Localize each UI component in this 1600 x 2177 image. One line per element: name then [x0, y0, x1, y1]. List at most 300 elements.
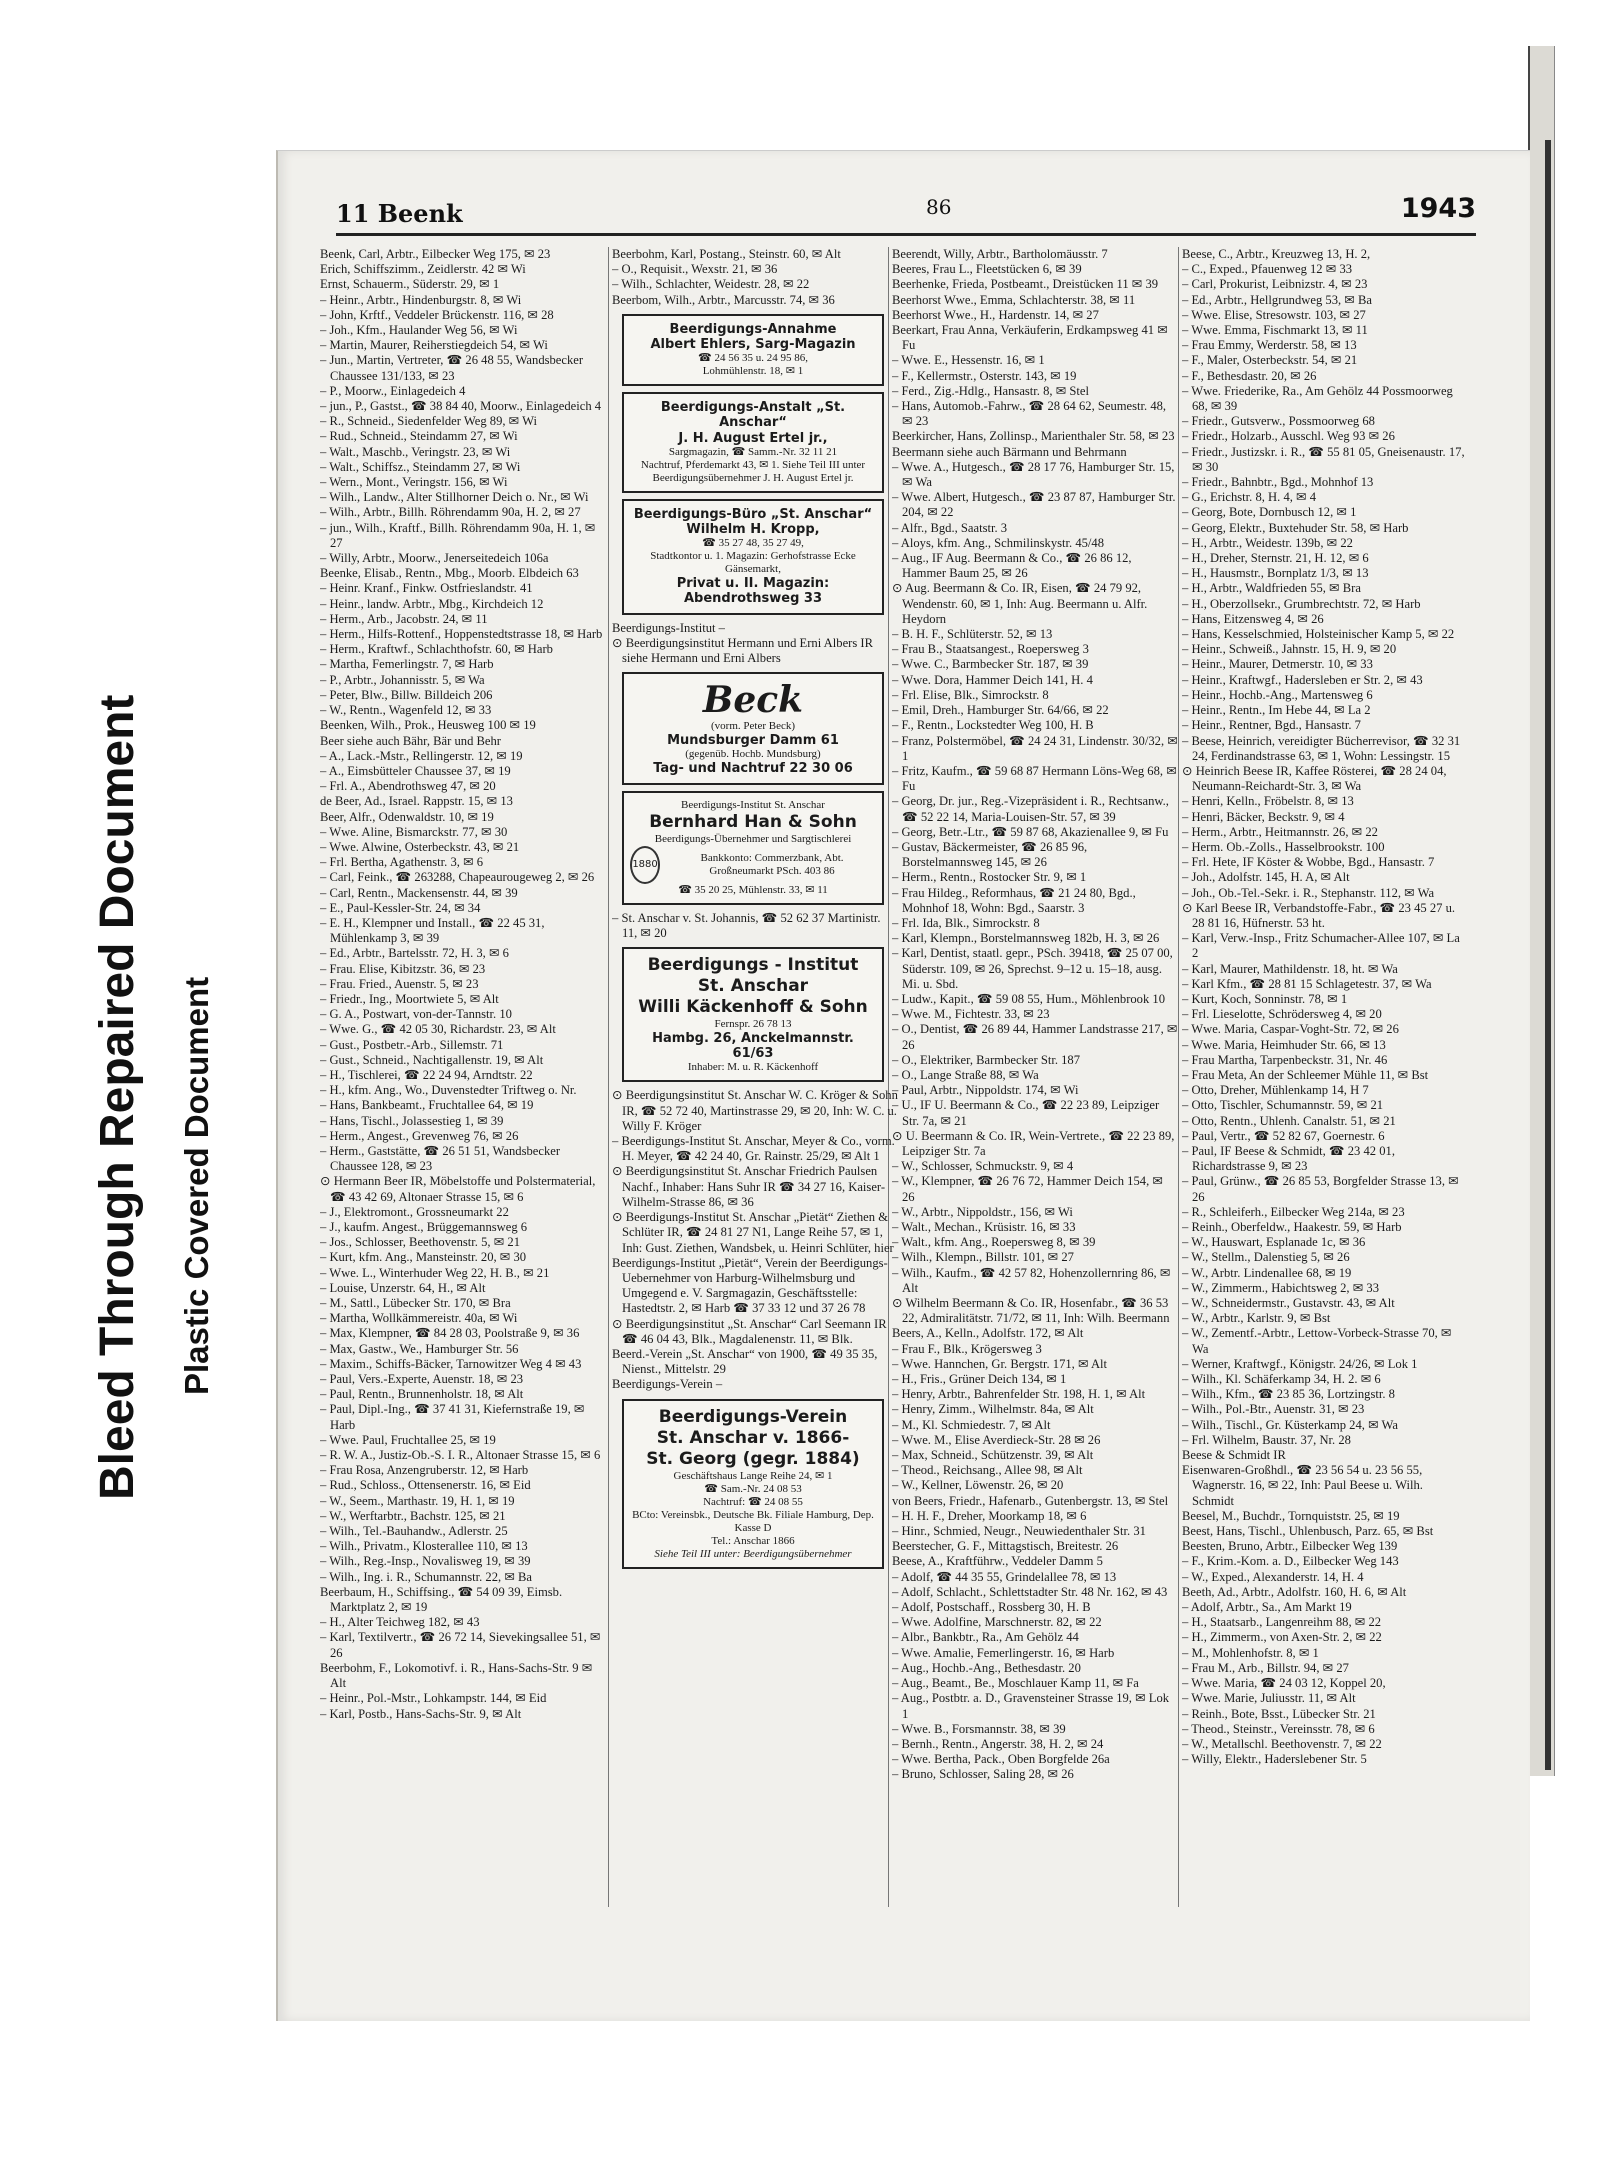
ad-line: ☎ 24 56 35 u. 24 95 86,: [698, 352, 808, 365]
directory-entry: – Gust., Postbetr.-Arb., Sillemstr. 71: [320, 1037, 504, 1052]
directory-entry: – Wwe. B., Forsmannstr. 38, ✉ 39: [892, 1721, 1066, 1736]
directory-entry: – Karl, Dentist, staatl. gepr., PSch. 39418, ☎ 25 07 00, Süderstr. 109, ✉ 26, Sprechst. 9–12 u. 15–18, ausg. Mi. u. Sbd.: [892, 946, 1173, 991]
directory-entry: – Paul, Rentn., Brunnenholstr. 18, ✉ Alt: [320, 1387, 524, 1402]
directory-entry: – Kurt, kfm. Ang., Mansteinstr. 20, ✉ 30: [320, 1250, 527, 1265]
directory-entry: – Frl. Lieselotte, Schrödersweg 4, ✉ 20: [1182, 1007, 1382, 1022]
directory-entry: – Wwe. Marie, Juliusstr. 11, ✉ Alt: [1182, 1691, 1356, 1706]
ad-name: Wilhelm H. Kropp,: [686, 522, 820, 538]
directory-entry: ⊙ Beerdigungsinstitut St. Anschar W. C. Kröger & Sohn IR, ☎ 52 72 40, Martinstrasse 29, ✉ 20, Inh: W. C. u. Willy F. Kröger: [612, 1088, 898, 1133]
directory-entry: – Adolf, Schlacht., Schlettstadter Str. 48 Nr. 162, ✉ 43: [892, 1584, 1168, 1599]
directory-entry: – Bernh., Rentn., Angerstr. 38, H. 2, ✉ 24: [892, 1736, 1104, 1751]
directory-entry: – H., Fris., Grüner Deich 134, ✉ 1: [892, 1372, 1067, 1387]
directory-entry: – Wilh., Kl. Schäferkamp 34, H. 2. ✉ 6: [1182, 1372, 1381, 1387]
directory-entry: – Heinr., Maurer, Detmerstr. 10, ✉ 33: [1182, 657, 1373, 672]
column-3: [892, 247, 1178, 1927]
column-divider: [608, 247, 609, 1907]
directory-entry: Beerbohm, Karl, Postang., Steinstr. 60, ✉ Alt: [612, 247, 841, 261]
ad-line: ☎ Sam.-Nr. 24 08 53: [704, 1482, 802, 1495]
ad-line: St. Anschar v. 1866-: [656, 1427, 850, 1448]
directory-entry: ⊙ U. Beermann & Co. IR, Wein-Vertrete., ☎ 22 23 89, Leipziger Str. 7a: [892, 1128, 1175, 1158]
directory-entry: – W., Zimmerm., Habichtsweg 2, ✉ 33: [1182, 1280, 1379, 1295]
directory-entry: – Heinr., Hochb.-Ang., Martensweg 6: [1182, 687, 1373, 702]
directory-entry: – E. H., Klempner und Install., ☎ 22 45 31, Mühlenkamp 3, ✉ 39: [320, 915, 545, 946]
directory-entry: – W., Arbtr., Nippoldstr., 156, ✉ Wi: [892, 1204, 1073, 1219]
column-4: [1182, 247, 1468, 1927]
directory-entry: Beese, A., Kraftführw., Veddeler Damm 5: [892, 1554, 1103, 1569]
directory-entry: – Emil, Dreh., Hamburger Str. 64/66, ✉ 22: [892, 703, 1109, 718]
directory-entry: – Ferd., Zig.-Hdlg., Hansastr. 8, ✉ Stel: [892, 383, 1089, 398]
directory-entry: – Walt., kfm. Ang., Roepersweg 8, ✉ 39: [892, 1235, 1096, 1250]
directory-entry: – Wwe. Aline, Bismarckstr. 77, ✉ 30: [320, 824, 508, 839]
directory-entry: – R., Schneid., Siedenfelder Weg 89, ✉ Wi: [320, 414, 538, 429]
directory-entry: Beeth, Ad., Arbtr., Adolfstr. 160, H. 6, ✉ Alt: [1182, 1584, 1407, 1599]
directory-entry: ⊙ Aug. Beermann & Co. IR, Eisen, ☎ 24 79 92, Wendenstr. 60, ✉ 1, Inh: Aug. Beermann u. Alfr. Heydorn: [892, 581, 1148, 626]
directory-entry: – H., Arbtr., Weidestr. 139b, ✉ 22: [1182, 535, 1353, 550]
directory-entry: – Wwe. Maria, Caspar-Voght-Str. 72, ✉ 26: [1182, 1022, 1399, 1037]
directory-entry: – Paul, Vertr., ☎ 52 82 67, Goernestr. 6: [1182, 1128, 1385, 1143]
directory-entry: Erich, Schiffszimm., Zeidlerstr. 42 ✉ Wi: [320, 262, 526, 277]
directory-entry: – Wwe. Alwine, Osterbeckstr. 43, ✉ 21: [320, 839, 520, 854]
directory-entry: – Theod., Reichsang., Allee 98, ✉ Alt: [892, 1463, 1083, 1478]
directory-entry: Beenken, Wilh., Prok., Heusweg 100 ✉ 19: [320, 718, 536, 733]
directory-entry: – W., Seem., Marthastr. 19, H. 1, ✉ 19: [320, 1493, 515, 1508]
directory-entry: – Beerdigungs-Institut St. Anschar, Meyer & Co., vorm. H. Meyer, ☎ 42 24 40, Gr. Rainstr. 25/29, ✉ Alt 1: [612, 1134, 895, 1164]
directory-entry: – Wwe. M., Elise Averdieck-Str. 28 ✉ 26: [892, 1432, 1101, 1447]
directory-entry: – Wwe. Emma, Fischmarkt 13, ✉ 11: [1182, 323, 1368, 338]
directory-entry: – F., Kellermstr., Osterstr. 143, ✉ 19: [892, 368, 1077, 383]
directory-entry: – Jun., Martin, Vertreter, ☎ 26 48 55, Wandsbecker Chaussee 131/133, ✉ 23: [320, 353, 584, 383]
directory-entry: – Wwe. G., ☎ 42 05 30, Richardstr. 23, ✉ Alt: [320, 1022, 556, 1037]
directory-entry: – Frau. Fried., Auenstr. 5, ✉ 23: [320, 976, 479, 991]
directory-entry: – Friedr., Justizskr. i. R., ☎ 55 81 05, Gneisenaustr. 17, ✉ 30: [1182, 444, 1465, 474]
directory-entry: – Heinr., Pol.-Mstr., Lohkampstr. 144, ✉ Eid: [320, 1691, 547, 1706]
directory-entry: – Friedr., Holzarb., Ausschl. Weg 93 ✉ 26: [1182, 429, 1395, 444]
ad-title: Beerdigungs-Anstalt „St. Anschar“: [660, 400, 846, 431]
directory-entry: – Louise, Unzerstr. 64, H., ✉ Alt: [320, 1280, 486, 1295]
directory-entry: – W., Arbtr. Lindenallee 68, ✉ 19: [1182, 1265, 1352, 1280]
directory-entry: – Max, Gastw., We., Hamburger Str. 56: [320, 1341, 519, 1356]
directory-entry: – Wwe. Bertha, Pack., Oben Borgfelde 26a: [892, 1752, 1110, 1767]
ad-line: Tel.: Anschar 1866: [711, 1534, 795, 1547]
directory-entry: ⊙ Heinrich Beese IR, Kaffee Rösterei, ☎ 28 24 04, Neumann-Reichardt-Str. 3, ✉ Wa: [1182, 763, 1447, 794]
directory-entry: – Herm. Ob.-Zolls., Hasselbrookstr. 100: [1182, 839, 1385, 854]
ad-line: Hambg. 26, Anckelmannstr. 61/63: [652, 1031, 854, 1062]
directory-entry: – H. H. F., Dreher, Moorkamp 18, ✉ 6: [892, 1508, 1087, 1523]
directory-entry: – Otto, Tischler, Schumannstr. 59, ✉ 21: [1182, 1098, 1384, 1113]
directory-entry: – Reinh., Oberfeldw., Haakestr. 59, ✉ Harb: [1182, 1220, 1402, 1234]
directory-entry: – Frl. A., Abendrothsweg 47, ✉ 20: [320, 779, 496, 794]
directory-entry: – Gust., Schneid., Nachtigallenstr. 19, ✉ Alt: [320, 1052, 544, 1067]
directory-entry: – Ed., Arbtr., Bartelsstr. 72, H. 3, ✉ 6: [320, 946, 509, 961]
directory-entry: – Beese, Heinrich, vereidigter Bücherrevisor, ☎ 32 31 24, Ferdinandstrasse 63, ✉ 1, Wohn: Lessingstr. 15: [1182, 733, 1461, 763]
side-label-plastic-covered: Plastic Covered Document: [178, 976, 215, 1395]
directory-entry: – W., Stellm., Dalenstieg 5, ✉ 26: [1182, 1250, 1350, 1265]
directory-entry: – O., Elektriker, Barmbecker Str. 187: [892, 1052, 1081, 1067]
directory-entry: – W., Schneidermstr., Gustavstr. 43, ✉ Alt: [1182, 1296, 1395, 1311]
directory-entry: – Wwe. Maria, Heimhuder Str. 66, ✉ 13: [1182, 1037, 1386, 1052]
ad-line: ☎ 35 20 25, Mühlenstr. 33, ✉ 11: [678, 883, 828, 896]
adjacent-page-shadow: [1545, 140, 1551, 1770]
directory-entry: Beesten, Bruno, Arbtr., Eilbecker Weg 139: [1182, 1539, 1398, 1554]
scanned-page: [276, 150, 1530, 2021]
directory-entry: – Friedr., Gutsverw., Possmoorweg 68: [1182, 414, 1375, 429]
column-2: [612, 247, 898, 1927]
directory-entry: – Frau Rosa, Anzengruberstr. 12, ✉ Harb: [320, 1463, 529, 1478]
directory-entry: Beenk, Carl, Arbtr., Eilbecker Weg 175, ✉ 23: [320, 247, 551, 261]
directory-entry: Beerkircher, Hans, Zollinsp., Marienthaler Str. 58, ✉ 23: [892, 429, 1175, 444]
ad-line: Fernspr. 26 78 13: [714, 1018, 792, 1031]
directory-entry: – Aug., Postbtr. a. D., Gravensteiner Strasse 19, ✉ Lok 1: [892, 1691, 1170, 1721]
directory-entry: ⊙ Beerdigungsinstitut Hermann und Erni Albers IR siehe Hermann und Erni Albers: [612, 635, 873, 666]
directory-entry: Beerbaum, H., Schiffsing., ☎ 54 09 39, Eimsb. Marktplatz 2, ✉ 19: [320, 1584, 563, 1615]
directory-entry: – Karl, Klempn., Borstelmannsweg 182b, H. 3, ✉ 26: [892, 931, 1160, 946]
directory-entry: ⊙ Beerdigungsinstitut „St. Anschar“ Carl Seemann IR ☎ 46 04 43, Blk., Magdalenenstr. 11, ✉ Blk.: [612, 1316, 887, 1346]
directory-entry: – Frau Emmy, Werderstr. 58, ✉ 13: [1182, 338, 1357, 353]
directory-entry: – Aug., Hochb.-Ang., Bethesdastr. 20: [892, 1660, 1081, 1675]
directory-entry: Ernst, Schauerm., Süderstr. 29, ✉ 1: [320, 277, 500, 292]
directory-entry: – Wilh., Privatm., Klosterallee 110, ✉ 13: [320, 1539, 528, 1554]
directory-entry: – Georg, Elektr., Buxtehuder Str. 58, ✉ Harb: [1182, 520, 1409, 535]
directory-entry: – H., Oberzollsekr., Grumbrechtstr. 72, ✉ Harb: [1182, 596, 1421, 611]
directory-entry: Beer, Alfr., Odenwaldstr. 10, ✉ 19: [320, 809, 494, 824]
ad-line: Siehe Teil III unter: Beerdigungsübernehmer: [654, 1547, 852, 1560]
directory-entry: – Kurt, Koch, Sonninstr. 78, ✉ 1: [1182, 991, 1348, 1006]
directory-entry: – H., Zimmerm., von Axen-Str. 2, ✉ 22: [1182, 1630, 1382, 1645]
directory-entry: – Wwe. M., Fichtestr. 33, ✉ 23: [892, 1007, 1050, 1022]
directory-entry: – jun., Wilh., Kraftf., Billh. Röhrendamm 90a, H. 1, ✉ 27: [320, 520, 596, 550]
ad-han-sohn: [622, 791, 884, 905]
ad-line: St. Anschar: [697, 976, 809, 997]
directory-entry: Beerendt, Willy, Arbtr., Bartholomäusstr. 7: [892, 247, 1108, 261]
directory-entry: – Carl, Feink., ☎ 263288, Chapeaurougeweg 2, ✉ 26: [320, 870, 595, 885]
directory-entry: – H., Hausmstr., Bornplatz 1/3, ✉ 13: [1182, 566, 1369, 581]
directory-entry: – jun., P., Gastst., ☎ 38 84 40, Moorw., Einlagedeich 4: [320, 399, 602, 414]
directory-entry: – Maxim., Schiffs-Bäcker, Tarnowitzer Weg 4 ✉ 43: [320, 1356, 582, 1371]
directory-entry: – W., Arbtr., Karlstr. 9, ✉ Bst: [1182, 1311, 1331, 1326]
directory-entry: – Wwe. Paul, Fruchtallee 25, ✉ 19: [320, 1432, 496, 1447]
directory-entry: – Gustav, Bäckermeister, ☎ 26 85 96, Borstelmannsweg 145, ✉ 26: [892, 839, 1088, 870]
column-divider: [1178, 247, 1179, 1907]
directory-entry: – Adolf, Arbtr., Sa., Am Markt 19: [1182, 1600, 1352, 1615]
ad-line: Tag- und Nachtruf 22 30 06: [653, 761, 853, 777]
directory-entry: – Martha, Femerlingstr. 7, ✉ Harb: [320, 657, 494, 672]
ad-name: Albert Ehlers, Sarg-Magazin: [650, 337, 856, 353]
directory-entry: – Frl. Ida, Blk., Simrockstr. 8: [892, 915, 1040, 930]
directory-entry: – F., Maler, Osterbeckstr. 54, ✉ 21: [1182, 353, 1358, 368]
directory-entry: – U., IF U. Beermann & Co., ☎ 22 23 89, Leipziger Str. 7a, ✉ 21: [892, 1098, 1160, 1128]
directory-entry: – Wwe. L., Winterhuder Weg 22, H. B., ✉ 21: [320, 1265, 550, 1280]
directory-entry: – Martha, Wollkämmereistr. 40a, ✉ Wi: [320, 1311, 518, 1326]
ad-line: Nachtruf, Pferdemarkt 43, ✉ 1. Siehe Teil III unter Beerdigungsübernehmer J. H. August Ertel jr.: [640, 458, 866, 484]
ad-name: Bernhard Han & Sohn: [649, 811, 857, 832]
directory-entry: – Frau B., Staatsangest., Roepersweg 3: [892, 642, 1089, 657]
directory-entry: – Frau Martha, Tarpenbeckstr. 31, Nr. 46: [1182, 1052, 1388, 1067]
directory-entry: – Paul, Arbtr., Nippoldstr. 174, ✉ Wi: [892, 1083, 1079, 1098]
directory-entry: – P., Arbtr., Johannisstr. 5, ✉ Wa: [320, 672, 485, 687]
directory-entry: – W., Schlosser, Schmuckstr. 9, ✉ 4: [892, 1159, 1074, 1174]
directory-entry: – Hinr., Schmied, Neugr., Neuwiedenthaler Str. 31: [892, 1524, 1146, 1539]
directory-entry: – Wwe. Adolfine, Marschnerstr. 82, ✉ 22: [892, 1615, 1102, 1630]
ad-line: Geschäftshaus Lange Reihe 24, ✉ 1: [673, 1469, 833, 1482]
directory-entry: – H., Staatsarb., Langenreihm 88, ✉ 22: [1182, 1615, 1382, 1630]
directory-entry: – Joh., Ob.-Tel.-Sekr. i. R., Stephanstr. 112, ✉ Wa: [1182, 885, 1435, 900]
directory-entry: – Herm., Arbtr., Heitmannstr. 26, ✉ 22: [1182, 824, 1378, 839]
ad-line: Inhaber: M. u. R. Käckenhoff: [687, 1061, 819, 1074]
directory-entry: – H., Tischlerei, ☎ 22 24 94, Arndtstr. 22: [320, 1067, 533, 1082]
directory-entry: – Walt., Schiffsz., Steindamm 27, ✉ Wi: [320, 459, 521, 474]
ad-line: Beerdigungs - Institut: [647, 955, 859, 976]
directory-entry: Beer siehe auch Bähr, Bär und Behr: [320, 733, 501, 748]
directory-entry: – Henri, Kelln., Fröbelstr. 8, ✉ 13: [1182, 794, 1354, 809]
directory-entry: – Heinr., Rentner, Bgd., Hansastr. 7: [1182, 718, 1361, 733]
directory-entry: – Wwe. E., Hessenstr. 16, ✉ 1: [892, 353, 1045, 368]
directory-entry: – Frl. Elise, Blk., Simrockstr. 8: [892, 687, 1049, 702]
directory-entry: – Fritz, Kaufm., ☎ 59 68 87 Hermann Löns-Weg 68, ✉ Fu: [892, 763, 1177, 794]
directory-entry: – P., Moorw., Einlagedeich 4: [320, 383, 466, 398]
directory-entry: – M., Mohlenhofstr. 8, ✉ 1: [1182, 1645, 1319, 1660]
directory-entry: – Herm., Gaststätte, ☎ 26 51 51, Wandsbecker Chaussee 128, ✉ 23: [320, 1143, 561, 1174]
directory-entry: Beerstecher, G. F., Mittagstisch, Breitestr. 26: [892, 1539, 1119, 1554]
directory-entry: ⊙ Karl Beese IR, Verbandstoffe-Fabr., ☎ 23 45 27 u. 28 81 16, Hüfnerstr. 53 ht.: [1182, 900, 1456, 930]
directory-entry: – Frau. Elise, Kibitzstr. 36, ✉ 23: [320, 961, 486, 976]
directory-entry: – Max, Schneid., Schützenstr. 39, ✉ Alt: [892, 1448, 1094, 1463]
directory-entry: Beerd.-Verein „St. Anschar“ von 1900, ☎ 49 35 35, Nienst., Mittelstr. 29: [612, 1346, 878, 1377]
directory-entry: – Reinh., Bote, Bsst., Lübecker Str. 21: [1182, 1706, 1376, 1721]
directory-entry: – Otto, Dreher, Mühlenkamp 14, H 7: [1182, 1083, 1369, 1098]
directory-entry: – R., Schleiferh., Eilbecker Weg 214a, ✉ 23: [1182, 1204, 1405, 1219]
ad-kropp: [622, 499, 884, 615]
ad-line: (vorm. Peter Beck): [711, 720, 795, 733]
directory-entry: – C., Exped., Pfauenweg 12 ✉ 33: [1182, 262, 1353, 277]
directory-entry: Beerbom, Wilh., Arbtr., Marcusstr. 74, ✉ 36: [612, 292, 835, 307]
directory-entry: – Adolf, ☎ 44 35 55, Grindelallee 78, ✉ 13: [892, 1569, 1117, 1584]
ad-title: Beerdigungs-Büro „St. Anschar“: [633, 506, 873, 522]
directory-entry: – Alfr., Bgd., Saatstr. 3: [892, 520, 1008, 535]
directory-entry: – Willy, Arbtr., Moorw., Jenerseitedeich 106a: [320, 551, 549, 566]
directory-entry: – E., Paul-Kessler-Str. 24, ✉ 34: [320, 900, 481, 915]
directory-entry: – Heinr., Kraftwgf., Hadersleben er Str. 2, ✉ 43: [1182, 672, 1423, 687]
directory-entry: – Frau M., Arb., Billstr. 94, ✉ 27: [1182, 1660, 1349, 1675]
directory-entry: – Friedr., Ing., Moortwiete 5, ✉ Alt: [320, 991, 499, 1006]
directory-entry: – Wwe. Dora, Hammer Deich 141, H. 4: [892, 672, 1093, 687]
directory-entry: – Werner, Kraftwgf., Königstr. 24/26, ✉ Lok 1: [1182, 1356, 1418, 1371]
directory-entry: – Wwe. Albert, Hutgesch., ☎ 23 87 87, Hamburger Str. 204, ✉ 22: [892, 490, 1176, 520]
directory-entry: – Karl, Postb., Hans-Sachs-Str. 9, ✉ Alt: [320, 1706, 522, 1721]
directory-entry: – H., Dreher, Sternstr. 21, H. 12, ✉ 6: [1182, 551, 1369, 566]
directory-entry: – Aug., Beamt., Be., Moschlauer Kamp 11, ✉ Fa: [892, 1676, 1139, 1691]
directory-entry: – Heinr. Kranf., Finkw. Ostfrieslandstr. 41: [320, 581, 533, 596]
ad-line: Willi Käckenhoff & Sohn: [638, 997, 868, 1018]
directory-entry: – Hans, Bankbeamt., Fruchtallee 64, ✉ 19: [320, 1098, 534, 1113]
directory-entry: – H., Alter Teichweg 182, ✉ 43: [320, 1615, 480, 1630]
directory-entry: – A., Eimsbütteler Chaussee 37, ✉ 19: [320, 763, 511, 778]
directory-entry: – Henri, Bäcker, Beckstr. 9, ✉ 4: [1182, 809, 1345, 824]
ad-line: Beerdigungs-Institut St. Anschar: [681, 798, 825, 811]
directory-entry: – Paul, Vers.-Experte, Auenstr. 18, ✉ 23: [320, 1372, 524, 1387]
directory-entry: – Willy, Elektr., Haderslebener Str. 5: [1182, 1752, 1367, 1767]
directory-entry: – Jos., Schlosser, Beethovenstr. 5, ✉ 21: [320, 1235, 520, 1250]
directory-entry: Eisenwaren-Großhdl., ☎ 23 56 54 u. 23 56 55, Wagnerstr. 16, ✉ 22, Inh: Paul Beese u. Wilh. Schmidt: [1182, 1463, 1423, 1508]
directory-entry: Beerdigungs-Institut „Pietät“, Verein der Beerdigungs-Uebernehmer von Harburg-Wilhelmsburg und Umgegend e. V. Sargmagazin, Geschäftsstelle: Hastedtstr. 2, ✉ Harb ☎ 37 33 12 und 37 26 78: [612, 1255, 888, 1316]
directory-entry: – Adolf, Postschaff., Rossberg 30, H. B: [892, 1600, 1091, 1615]
directory-entry: – Hans, Tischl., Jolassestieg 1, ✉ 39: [320, 1113, 504, 1128]
directory-entry: – Frl. Hete, IF Köster & Wobbe, Bgd., Hansastr. 7: [1182, 855, 1435, 870]
directory-entry: – Herm., Arb., Jacobstr. 24, ✉ 11: [320, 611, 488, 626]
directory-entry: – H., kfm. Ang., Wo., Duvenstedter Triftweg o. Nr.: [320, 1083, 577, 1098]
directory-entry: – Hans, Kesselschmied, Holsteinischer Kamp 5, ✉ 22: [1182, 627, 1455, 642]
directory-entry: – Wwe. Friederike, Ra., Am Gehölz 44 Possmoorweg 68, ✉ 39: [1182, 383, 1453, 414]
directory-entry: – Paul, Grünw., ☎ 26 85 53, Borgfelder Strasse 13, ✉ 26: [1182, 1174, 1459, 1204]
directory-entry: – Hans, Eitzensweg 4, ✉ 26: [1182, 611, 1324, 626]
ad-line: St. Georg (gegr. 1884): [646, 1448, 860, 1469]
directory-entry: – Wilh., Kaufm., ☎ 42 57 82, Hohenzollernring 86, ✉ Alt: [892, 1265, 1171, 1295]
directory-entry: – Carl, Prokurist, Leibnizstr. 4, ✉ 23: [1182, 277, 1368, 292]
directory-entry: – W., Rentn., Wagenfeld 12, ✉ 33: [320, 703, 492, 718]
directory-entry: – Wilh., Kfm., ☎ 23 85 36, Lortzingstr. 8: [1182, 1387, 1395, 1402]
running-head: 11 Beenk: [336, 199, 463, 228]
directory-entry: de Beer, Ad., Israel. Rappstr. 15, ✉ 13: [320, 794, 513, 809]
directory-entry: – Paul, IF Beese & Schmidt, ☎ 23 42 01, Richardstrasse 9, ✉ 23: [1182, 1143, 1395, 1174]
directory-entry: Beerhenke, Frieda, Postbeamt., Dreistücken 11 ✉ 39: [892, 277, 1159, 292]
directory-entry: – M., Sattl., Lübecker Str. 170, ✉ Bra: [320, 1296, 511, 1311]
directory-entry: – Wilh., Ing. i. R., Schumannstr. 22, ✉ Ba: [320, 1569, 533, 1584]
directory-entry: – W., Zementf.-Arbtr., Lettow-Vorbeck-Strasse 70, ✉ Wa: [1182, 1326, 1452, 1356]
directory-entry: Beese & Schmidt IR: [1182, 1448, 1286, 1463]
directory-entry: – Karl, Verw.-Insp., Fritz Schumacher-Allee 107, ✉ La 2: [1182, 931, 1460, 961]
directory-entry: – Wwe. A., Hutgesch., ☎ 28 17 76, Hamburger Str. 15, ✉ Wa: [892, 459, 1175, 490]
ad-line: Stadtkontor u. 1. Magazin: Gerhofstrasse Ecke Gänsemarkt,: [650, 550, 856, 576]
directory-entry: – Heinr., Schweiß., Jahnstr. 15, H. 9, ✉ 20: [1182, 642, 1397, 657]
directory-entry: – Wwe. C., Barmbecker Str. 187, ✉ 39: [892, 657, 1089, 672]
directory-entry: – Walt., Maschb., Veringstr. 23, ✉ Wi: [320, 444, 511, 459]
directory-entry: – Franz, Polstermöbel, ☎ 24 24 31, Lindenstr. 30/32, ✉ 1: [892, 733, 1178, 763]
directory-entry: – Heinr., landw. Arbtr., Mbg., Kirchdeich 12: [320, 596, 544, 611]
ad-ertel: [622, 392, 884, 493]
directory-entry: – Wilh., Reg.-Insp., Novalisweg 19, ✉ 39: [320, 1554, 531, 1569]
ad-line: Mundsburger Damm 61: [667, 733, 839, 749]
directory-entry: – Georg, Dr. jur., Reg.-Vizepräsident i. R., Rechtsanw., ☎ 52 22 14, Maria-Louisen-Str. 57, ✉ 39: [892, 794, 1169, 824]
ad-line: BCto: Vereinsbk., Deutsche Bk. Filiale Hamburg, Dep. Kasse D: [632, 1508, 874, 1534]
directory-entry: Beerkart, Frau Anna, Verkäuferin, Erdkampsweg 41 ✉ Fu: [892, 323, 1168, 353]
directory-entry: – F., Bethesdastr. 20, ✉ 26: [1182, 368, 1317, 383]
directory-entry: Beerdigungs-Institut –: [612, 620, 725, 635]
directory-entry: – Walt., Mechan., Krüsistr. 16, ✉ 33: [892, 1220, 1076, 1234]
directory-entry: – Rud., Schloss., Ottensenerstr. 16, ✉ Eid: [320, 1478, 531, 1493]
ad-line: ☎ 35 27 48, 35 27 49,: [702, 537, 804, 550]
directory-entry: – Wwe. Amalie, Femerlingerstr. 16, ✉ Harb: [892, 1645, 1115, 1660]
ad-name: J. H. August Ertel jr.,: [678, 430, 828, 446]
directory-entry: – Wwe. Elise, Stresowstr. 103, ✉ 27: [1182, 307, 1366, 322]
directory-entry: – F., Rentn., Lockstedter Weg 100, H. B: [892, 718, 1094, 733]
directory-entry: – Wilh., Landw., Alter Stillhorner Deich o. Nr., ✉ Wi: [320, 490, 589, 505]
directory-entry: – Herm., Hilfs-Rottenf., Hoppenstedtstrasse 18, ✉ Harb: [320, 627, 603, 642]
directory-entry: – John, Krftf., Veddeler Brückenstr. 116, ✉ 28: [320, 307, 554, 322]
directory-entry: – G. A., Postwart, von-der-Tannstr. 10: [320, 1007, 512, 1022]
directory-entry: – Wilh., Tel.-Bauhandw., Adlerstr. 25: [320, 1524, 508, 1539]
ad-line: Sargmagazin, ☎ Samm.-Nr. 32 11 21: [668, 445, 838, 458]
ad-verein-1866: [622, 1399, 884, 1569]
directory-entry: – W., Klempner, ☎ 26 76 72, Hammer Deich 154, ✉ 26: [892, 1174, 1163, 1204]
directory-entry: – W., Hauswart, Esplanade 1c, ✉ 36: [1182, 1235, 1366, 1250]
directory-entry: – W., Werftarbtr., Bachstr. 125, ✉ 21: [320, 1508, 506, 1523]
directory-entry: Beese, C., Arbtr., Kreuzweg 13, H. 2,: [1182, 247, 1371, 261]
directory-entry: – Martin, Maurer, Reiherstiegdeich 54, ✉ Wi: [320, 338, 548, 353]
directory-entry: Beest, Hans, Tischl., Uhlenbusch, Parz. 65, ✉ Bst: [1182, 1524, 1434, 1539]
directory-entry: – J., kaufm. Angest., Brüggemannsweg 6: [320, 1220, 528, 1234]
directory-entry: von Beers, Friedr., Hafenarb., Gutenbergstr. 13, ✉ Stel: [892, 1493, 1169, 1508]
directory-entry: – A., Lack.-Mstr., Rellingerstr. 12, ✉ 19: [320, 748, 523, 763]
directory-entry: Beerhorst Wwe., Emma, Schlachterstr. 38, ✉ 11: [892, 292, 1136, 307]
directory-entry: – Frl. Wilhelm, Baustr. 37, Nr. 28: [1182, 1432, 1351, 1447]
column-1: [320, 247, 606, 1927]
directory-entry: – Rud., Schneid., Steindamm 27, ✉ Wi: [320, 429, 518, 444]
seal-icon: 1880: [630, 846, 660, 884]
directory-entry: – Ed., Arbtr., Hellgrundweg 53, ✉ Ba: [1182, 292, 1372, 307]
directory-entry: – Aloys, kfm. Ang., Schmilinskystr. 45/48: [892, 535, 1105, 550]
directory-entry: – Joh., Kfm., Haulander Weg 56, ✉ Wi: [320, 323, 518, 338]
page-number: 86: [926, 195, 952, 219]
directory-entry: – Heinr., Arbtr., Hindenburgstr. 8, ✉ Wi: [320, 292, 522, 307]
directory-entry: – Georg, Betr.-Ltr., ☎ 59 87 68, Akazienallee 9, ✉ Fu: [892, 824, 1169, 839]
directory-entry: – St. Anschar v. St. Johannis, ☎ 52 62 37 Martinistr. 11, ✉ 20: [612, 910, 881, 940]
directory-entry: – W., Kellner, Löwenstr. 26, ✉ 20: [892, 1478, 1064, 1493]
ad-line: Beerdigungs-Übernehmer und Sargtischlerei: [654, 832, 852, 845]
directory-entry: – Wilh., Tischl., Gr. Küsterkamp 24, ✉ Wa: [1182, 1417, 1399, 1432]
page-header: [336, 193, 1476, 229]
directory-entry: – Otto, Rentn., Uhlenh. Canalstr. 51, ✉ 21: [1182, 1113, 1396, 1128]
year: 1943: [1400, 193, 1476, 224]
directory-entry: – Theod., Steinstr., Vereinsstr. 78, ✉ 6: [1182, 1721, 1375, 1736]
directory-entry: – Albr., Bankbtr., Ra., Am Gehölz 44: [892, 1630, 1079, 1645]
directory-entry: – Wilh., Pol.-Btr., Auenstr. 31, ✉ 23: [1182, 1402, 1365, 1417]
directory-entry: – Heinr., Rentn., Im Hebe 44, ✉ La 2: [1182, 703, 1371, 718]
ad-line: Beerdigungs-Verein: [658, 1406, 848, 1427]
directory-entry: – Wilh., Schlachter, Weidestr. 28, ✉ 22: [612, 277, 810, 292]
directory-entry: Beermann siehe auch Bärmann und Behrmann: [892, 444, 1127, 459]
directory-entry: – Wwe. Hannchen, Gr. Bergstr. 171, ✉ Alt: [892, 1356, 1108, 1371]
ad-line: Privat u. II. Magazin: Abendrothsweg 33: [676, 576, 830, 607]
directory-entry: – Karl, Maurer, Mathildenstr. 18, ht. ✉ Wa: [1182, 961, 1398, 976]
directory-entry: – R. W. A., Justiz-Ob.-S. I. R., Altonaer Strasse 15, ✉ 6: [320, 1448, 601, 1463]
ad-title: Beerdigungs-Annahme: [669, 321, 837, 337]
directory-entry: Beerdigungs-Verein –: [612, 1377, 723, 1392]
directory-entry: – Hans, Automob.-Fahrw., ☎ 28 64 62, Seumestr. 48, ✉ 23: [892, 399, 1167, 429]
directory-entry: – B. H. F., Schlüterstr. 52, ✉ 13: [892, 627, 1053, 642]
ad-line: (gegenüb. Hochb. Mundsburg): [685, 748, 821, 761]
directory-entry: – Karl Kfm., ☎ 28 81 15 Schlagetestr. 37, ✉ Wa: [1182, 976, 1432, 991]
directory-entry: ⊙ Beerdigungs-Institut St. Anschar „Pietät“ Ziethen & Schlüter IR, ☎ 24 81 27 N1, Lange Reihe 57, ✉ 1, Inh: Gust. Ziethen, Wandsbek, u. Heinri Schlüter, hier: [612, 1210, 894, 1255]
directory-entry: – Frau Meta, An der Schleemer Mühle 11, ✉ Bst: [1182, 1067, 1429, 1082]
ad-ehlers: [622, 314, 884, 386]
directory-entry: – Frau F., Blk., Krögersweg 3: [892, 1341, 1042, 1356]
directory-entry: – Henry, Arbtr., Bahrenfelder Str. 198, H. 1, ✉ Alt: [892, 1387, 1146, 1402]
directory-entry: – W., Exped., Alexanderstr. 14, H. 4: [1182, 1569, 1364, 1584]
ad-line: Lohmühlenstr. 18, ✉ 1: [702, 365, 804, 378]
directory-entry: Beenke, Elisab., Rentn., Mbg., Moorb. Elbdeich 63: [320, 566, 579, 581]
directory-entry: Beerbohm, F., Lokomotivf. i. R., Hans-Sachs-Str. 9 ✉ Alt: [320, 1660, 593, 1691]
ad-line: Nachtruf: ☎ 24 08 55: [703, 1495, 803, 1508]
directory-entry: – Paul, Dipl.-Ing., ☎ 37 41 31, Kiefernstraße 19, ✉ Harb: [320, 1402, 585, 1432]
directory-entry: – Peter, Blw., Billw. Billdeich 206: [320, 687, 493, 702]
directory-entry: Beerhorst Wwe., H., Hardenstr. 14, ✉ 27: [892, 307, 1099, 322]
directory-entry: – Frau Hildeg., Reformhaus, ☎ 21 24 80, Bgd., Mohnhof 18, Wohn: Bgd., Saarstr. 3: [892, 885, 1136, 915]
directory-entry: ⊙ Hermann Beer IR, Möbelstoffe und Polstermaterial, ☎ 43 42 69, Altonaer Strasse 15, ✉ 6: [320, 1174, 596, 1204]
directory-entry: – Bruno, Schlosser, Saling 28, ✉ 26: [892, 1767, 1074, 1782]
directory-entry: Beers, A., Kelln., Adolfstr. 172, ✉ Alt: [892, 1326, 1084, 1341]
directory-entry: – Herm., Kraftwf., Schlachthofstr. 60, ✉ Harb: [320, 642, 553, 657]
directory-entry: – Max, Klempner, ☎ 84 28 03, Poolstraße 9, ✉ 36: [320, 1326, 580, 1341]
directory-entry: – Ludw., Kapit., ☎ 59 08 55, Hum., Möhlenbrook 10: [892, 991, 1166, 1006]
